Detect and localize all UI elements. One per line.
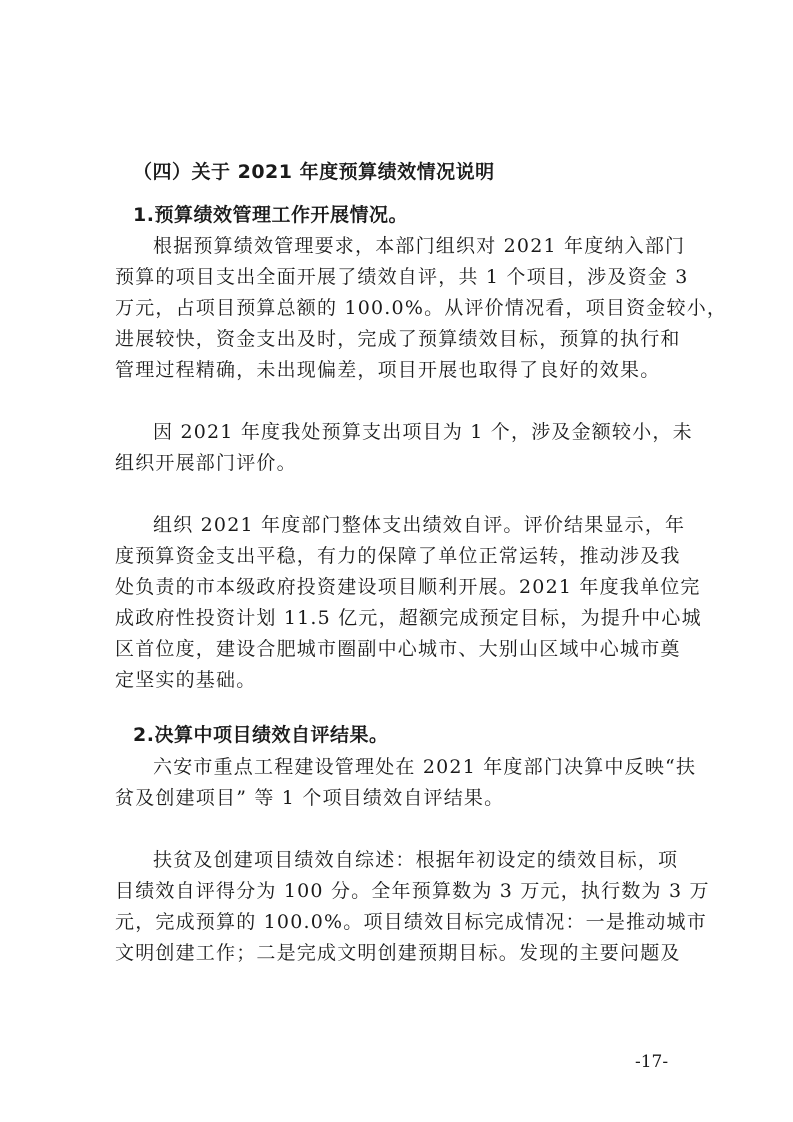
subsection-heading-1: 1.预算绩效管理工作开展情况。	[133, 204, 408, 226]
section-heading: （四）关于 2021 年度预算绩效情况说明	[133, 161, 495, 183]
paragraph-line: 处负责的市本级政府投资建设项目顺利开展。2021 年度我单位完	[115, 576, 701, 598]
paragraph-line: 万元，占项目预算总额的 100.0%。从评价情况看，项目资金较小，	[115, 297, 728, 319]
paragraph-line: 文明创建工作；二是完成文明创建预期目标。发现的主要问题及	[115, 942, 681, 964]
paragraph-line: 贫及创建项目” 等 1 个项目绩效自评结果。	[115, 787, 505, 809]
paragraph-line: 因 2021 年度我处预算支出项目为 1 个，涉及金额较小，未	[153, 421, 693, 443]
paragraph-line: 区首位度，建设合肥城市圈副中心城市、大别山区域中心城市奠	[115, 638, 681, 660]
subsection-heading-2: 2.决算中项目绩效自评结果。	[133, 724, 389, 746]
paragraph-4	[115, 752, 695, 814]
paragraph-line: 元，完成预算的 100.0%。项目绩效目标完成情况：一是推动城市	[115, 911, 707, 933]
paragraph-line: 成政府性投资计划 11.5 亿元，超额完成预定目标，为提升中心城	[115, 607, 702, 629]
paragraph-line: 定坚实的基础。	[115, 669, 257, 691]
paragraph-line: 预算的项目支出全面开展了绩效自评，共 1 个项目，涉及资金 3	[115, 266, 689, 288]
paragraph-5	[115, 845, 710, 969]
paragraph-line: 管理过程精确，未出现偏差，项目开展也取得了良好的效果。	[115, 359, 661, 381]
page-number: -17-	[635, 1052, 669, 1072]
paragraph-line: 目绩效自评得分为 100 分。全年预算数为 3 万元，执行数为 3 万	[115, 880, 710, 902]
paragraph-3	[115, 510, 702, 696]
paragraph-line: 度预算资金支出平稳，有力的保障了单位正常运转，推动涉及我	[115, 545, 681, 567]
paragraph-2	[115, 417, 695, 479]
paragraph-line: 扶贫及创建项目绩效自综述：根据年初设定的绩效目标，项	[153, 849, 679, 871]
paragraph-line: 组织 2021 年度部门整体支出绩效自评。评价结果显示，年	[153, 514, 686, 536]
paragraph-line: 进展较快，资金支出及时，完成了预算绩效目标，预算的执行和	[115, 328, 681, 350]
paragraph-line: 六安市重点工程建设管理处在 2021 年度部门决算中反映“扶	[153, 756, 697, 778]
paragraph-line: 组织开展部门评价。	[115, 452, 297, 474]
paragraph-1	[115, 231, 728, 386]
paragraph-line: 根据预算绩效管理要求，本部门组织对 2021 年度纳入部门	[153, 235, 686, 257]
